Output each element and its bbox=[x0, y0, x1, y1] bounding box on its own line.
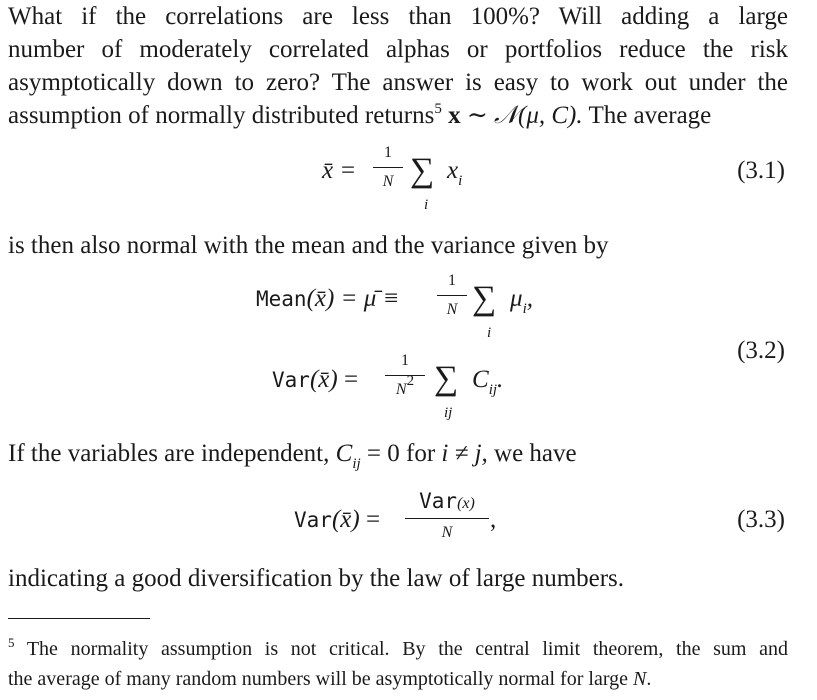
equation-number: (3.2) bbox=[737, 337, 785, 364]
line-text-tail: The average bbox=[588, 102, 712, 129]
paragraph-1-line-2: number of moderately correlated alphas or portfolios reduce the risk bbox=[8, 36, 788, 63]
fraction-var: 1 N2 bbox=[385, 348, 425, 403]
numerator: 1 bbox=[384, 144, 392, 161]
summation-symbol: ∑ bbox=[434, 360, 459, 397]
trailing-comma: , bbox=[490, 506, 497, 533]
equation-3-3 bbox=[0, 484, 817, 564]
paragraph-2: is then also normal with the mean and the variance given by bbox=[8, 232, 609, 259]
summand-mean: $\mu_i$, bbox=[510, 285, 533, 317]
normal-distribution-symbol: 𝒩 bbox=[494, 102, 518, 129]
vector-x: x bbox=[448, 102, 461, 129]
paragraph-1-line-4 bbox=[8, 99, 788, 132]
footnote-number: 5 bbox=[8, 635, 15, 650]
eq-lhs: x̄ = bbox=[322, 157, 357, 184]
equation-3-2 bbox=[0, 262, 817, 422]
footnote-rule bbox=[8, 618, 150, 619]
distributed-as-symbol: ∼ bbox=[466, 102, 488, 129]
paragraph-1-line-3: asymptotically down to zero? The answer is easy to work out under the bbox=[8, 69, 788, 96]
mean-lhs: Mean(x̄) = μ̄ ≡ bbox=[256, 285, 400, 312]
summation-symbol: ∑ bbox=[410, 152, 435, 189]
paragraph-1-line-1: What if the correlations are less than 100%? Will adding a large bbox=[8, 3, 788, 30]
var-lhs: Var(x̄) = bbox=[272, 366, 359, 393]
equation-3-1 bbox=[0, 140, 817, 220]
footnote-line-1: $^5$ The normality assumption is not critical. By the central limit theorem, the sum and bbox=[8, 635, 788, 660]
distribution-params: (μ, C). bbox=[518, 102, 583, 129]
line-text: assumption of normally distributed returns bbox=[8, 102, 435, 129]
summation-index: i bbox=[487, 325, 492, 341]
summand-var: $C_{ij}$. bbox=[472, 366, 504, 398]
condition: i ≠ j, bbox=[441, 440, 488, 467]
denominator: N bbox=[382, 173, 394, 190]
equation-number: (3.3) bbox=[737, 506, 785, 533]
paragraph-4: indicating a good diversification by the law of large numbers. bbox=[8, 565, 625, 592]
equation-number: (3.1) bbox=[737, 157, 785, 184]
eq-lhs: Var(x̄) = bbox=[294, 506, 381, 533]
summation-index: i bbox=[424, 197, 429, 213]
footnote-reference: 5 bbox=[434, 101, 442, 117]
footnote-line-2: the average of many random numbers will be asymptotically normal for large N. bbox=[8, 668, 652, 690]
covariance-element: $C_{ij}$ bbox=[335, 440, 361, 472]
summation-index: ij bbox=[444, 405, 453, 421]
summation-symbol: ∑ bbox=[472, 280, 497, 317]
summand: $x_i$ bbox=[447, 157, 463, 189]
fraction bbox=[373, 140, 403, 195]
fraction-mean: 1 N bbox=[437, 268, 467, 323]
fraction-bar bbox=[373, 167, 403, 168]
paragraph-3: If the variables are independent, $C_{ij} = 0$ for i ≠ j, we have bbox=[8, 440, 577, 472]
fraction: Var(x) N bbox=[405, 488, 489, 546]
